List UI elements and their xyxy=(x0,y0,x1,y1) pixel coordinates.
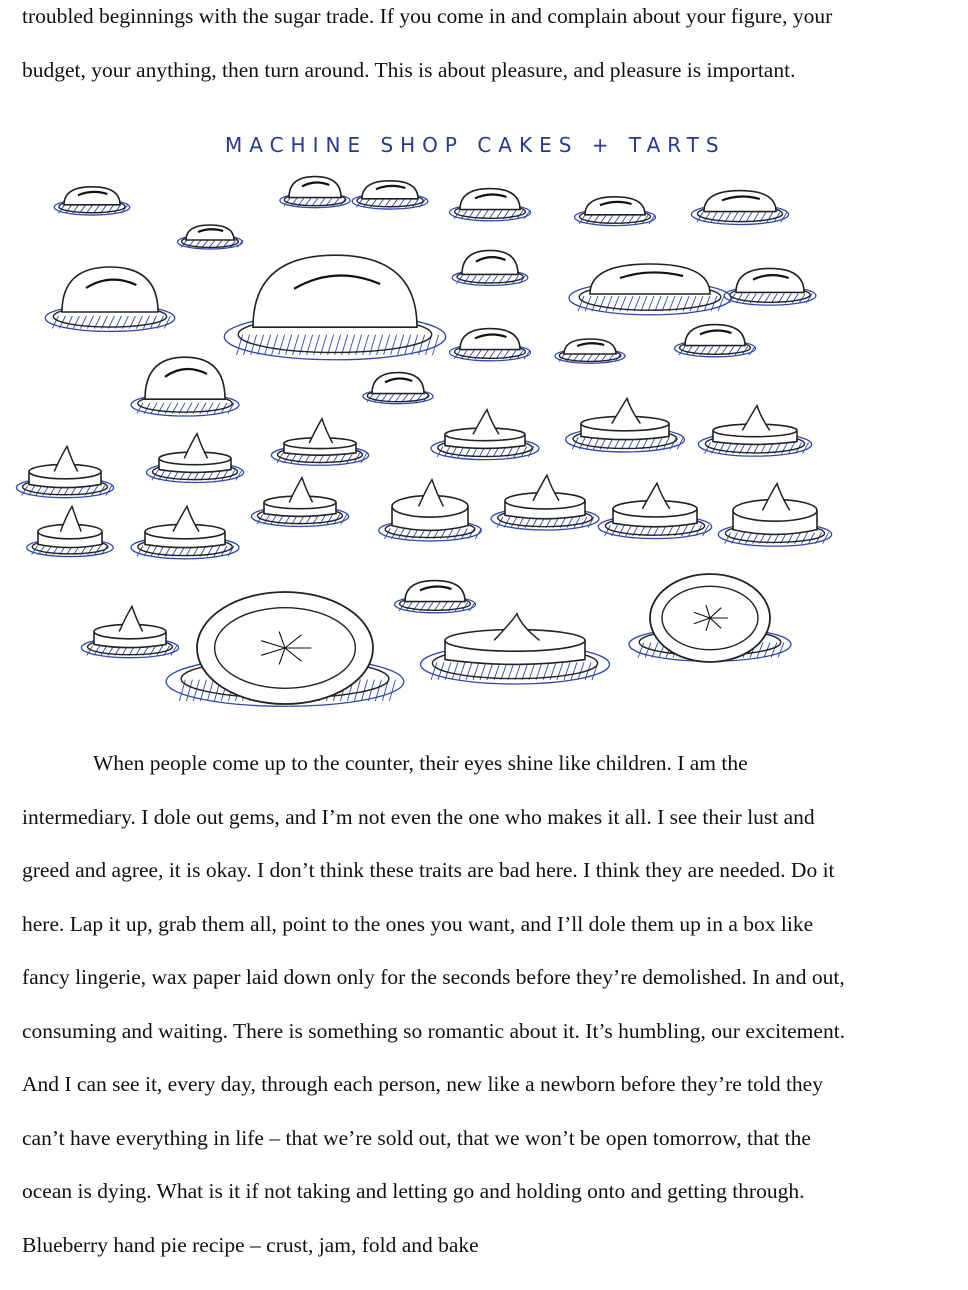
text-line: When people come up to the counter, their eyes shine like children. I am the xyxy=(93,751,748,775)
hatch-stroke xyxy=(451,446,457,457)
hatch-stroke xyxy=(264,514,270,524)
hatch-stroke xyxy=(529,662,535,679)
hatch-stroke xyxy=(419,335,425,355)
hatch-stroke xyxy=(606,296,612,311)
hatch-stroke xyxy=(466,662,472,679)
hatch-stroke xyxy=(347,453,353,463)
pastry-sketch xyxy=(45,267,175,331)
hatch-stroke xyxy=(65,205,71,213)
cake-dome xyxy=(62,267,158,312)
pastry-sketch xyxy=(675,325,756,357)
hatch-stroke xyxy=(704,212,710,222)
text-line: budget, your anything, then turn around. This is about pleasure, and pleasure is important. xyxy=(22,57,796,82)
hatch-stroke xyxy=(586,438,592,450)
hatch-stroke xyxy=(511,517,517,528)
pastry-sketch xyxy=(131,357,239,416)
hatch-stroke xyxy=(689,525,695,536)
pastry-sketch-illustration xyxy=(0,118,968,730)
hatch-stroke xyxy=(719,442,725,453)
hatch-stroke xyxy=(391,335,397,355)
pastry-sketch xyxy=(598,483,711,538)
hatch-stroke xyxy=(151,403,157,414)
pastry-sketch xyxy=(569,264,731,315)
hatch-stroke xyxy=(395,394,401,402)
hatch-stroke xyxy=(39,546,45,555)
hatch-stroke xyxy=(634,296,640,311)
hatch-stroke xyxy=(557,662,563,679)
cake-dome xyxy=(372,373,424,394)
hatch-stroke xyxy=(823,532,829,543)
cake-dome xyxy=(253,255,417,327)
meringue-peak xyxy=(173,506,199,531)
hatch-stroke xyxy=(655,296,661,311)
hatch-stroke xyxy=(405,335,411,355)
hatch-stroke xyxy=(207,680,213,701)
pastry-sketch xyxy=(450,189,531,221)
pastry-sketch xyxy=(352,181,428,209)
hatch-stroke xyxy=(406,602,412,611)
hatch-stroke xyxy=(265,335,271,355)
meringue-peak xyxy=(642,483,669,509)
hatch-stroke xyxy=(592,296,598,311)
pastry-sketch xyxy=(166,592,404,706)
hatch-stroke xyxy=(452,662,458,679)
pastry-sketch xyxy=(280,177,350,208)
hatch-stroke xyxy=(736,294,742,303)
hatch-stroke xyxy=(461,210,467,219)
hatch-stroke xyxy=(398,528,404,538)
pastry-sketch xyxy=(379,480,482,541)
pastry-sketch xyxy=(698,406,811,457)
hatch-stroke xyxy=(461,350,467,359)
pastry-sketch xyxy=(271,419,368,465)
hatch-stroke xyxy=(186,680,192,701)
cake-dome xyxy=(462,250,518,274)
text-line: here. Lap it up, grab them all, point to the ones you want, and I’ll dole them up in a box like xyxy=(22,911,814,936)
hatch-stroke xyxy=(286,335,292,355)
hatch-stroke xyxy=(686,346,692,355)
hatch-stroke xyxy=(384,335,390,355)
meringue-peak xyxy=(742,406,769,431)
hatch-stroke xyxy=(459,662,465,679)
hatch-stroke xyxy=(662,296,668,311)
hatch-stroke xyxy=(431,662,437,679)
text-line: can’t have everything in life – that we’re sold out, that we won’t be open tomorrow, that the xyxy=(22,1125,811,1150)
hatch-stroke xyxy=(272,335,278,355)
cake-dome xyxy=(704,191,776,212)
pastry-sketch xyxy=(146,434,243,483)
hatch-stroke xyxy=(690,296,696,311)
hatch-stroke xyxy=(514,446,520,457)
meringue-peak xyxy=(309,419,332,443)
meringue-peak xyxy=(54,446,77,471)
hatch-stroke xyxy=(571,662,577,679)
hatch-stroke xyxy=(228,546,234,557)
hatch-stroke xyxy=(377,335,383,355)
top-paragraph xyxy=(22,0,932,97)
cake-dome xyxy=(590,264,710,294)
pastry-sketch xyxy=(27,506,113,556)
meringue-peak xyxy=(762,484,789,511)
pastry-sketch xyxy=(431,410,539,460)
hatch-stroke xyxy=(619,525,625,536)
meringue-peak xyxy=(612,398,641,423)
text-line: troubled beginnings with the sugar trade. If you come in and complain about your figure, your xyxy=(22,4,833,28)
pastry-sketch xyxy=(491,475,599,530)
hatch-stroke xyxy=(157,646,163,656)
hatch-stroke xyxy=(228,403,234,414)
meringue-peak xyxy=(419,480,444,507)
meringue-peak xyxy=(473,410,499,435)
meringue-peak xyxy=(119,606,142,631)
hatch-stroke xyxy=(279,335,285,355)
pastry-sketches xyxy=(16,177,831,707)
hatch-stroke xyxy=(312,198,318,206)
hatch-stroke xyxy=(151,546,157,557)
hatch-stroke xyxy=(767,212,773,222)
pastry-sketch xyxy=(224,255,445,360)
hatch-stroke xyxy=(578,662,584,679)
pastry-sketch xyxy=(81,606,178,657)
hatch-stroke xyxy=(697,296,703,311)
meringue-peak xyxy=(289,478,312,503)
pastry-sketch xyxy=(421,614,610,684)
pastry-sketch xyxy=(566,398,685,452)
text-line: intermediary. I dole out gems, and I’m not even the one who makes it all. I see their lust and xyxy=(22,804,815,829)
hatch-stroke xyxy=(398,335,404,355)
hatch-stroke xyxy=(564,662,570,679)
pastry-drawing xyxy=(0,118,968,730)
hatch-stroke xyxy=(433,335,439,355)
meringue-peak xyxy=(60,506,81,531)
hatch-stroke xyxy=(363,199,369,207)
hatch-stroke xyxy=(703,525,709,536)
hatch-stroke xyxy=(222,470,228,480)
hatch-stroke xyxy=(202,240,208,247)
hatch-stroke xyxy=(494,662,500,679)
hatch-stroke xyxy=(454,528,460,538)
pastry-sketch xyxy=(251,478,348,527)
pastry-sketch xyxy=(452,250,528,285)
hatch-stroke xyxy=(599,296,605,311)
cake-dome xyxy=(685,325,745,346)
cake-dome xyxy=(460,329,520,350)
cake-dome xyxy=(145,357,225,399)
meringue-peak xyxy=(494,614,540,641)
hatch-stroke xyxy=(656,438,662,450)
pastry-sketch xyxy=(555,339,625,363)
pastry-sketch xyxy=(178,225,244,249)
cake-dome xyxy=(186,225,234,240)
pastry-sketch xyxy=(724,268,816,305)
hatch-stroke xyxy=(792,294,798,303)
text-line: fancy lingerie, wax paper laid down only for the seconds before they’re demolished. In and out, xyxy=(22,965,845,989)
cake-dome xyxy=(564,339,616,354)
hatch-stroke xyxy=(207,403,213,414)
hatch-stroke xyxy=(648,296,654,311)
pastry-sketch xyxy=(363,373,433,404)
hatch-stroke xyxy=(528,446,534,457)
hatch-stroke xyxy=(284,453,290,463)
cake-dome xyxy=(64,187,120,205)
pastry-sketch xyxy=(395,581,476,613)
hatch-stroke xyxy=(739,532,745,543)
hatch-stroke xyxy=(463,276,469,284)
text-line: greed and agree, it is okay. I don’t think these traits are bad here. I think they are needed. Do it xyxy=(22,858,835,882)
pastry-sketch xyxy=(450,329,531,361)
pastry-sketch xyxy=(54,187,130,215)
drawing-caption: MACHINE SHOP CAKES + TARTS xyxy=(225,133,726,157)
cake-dome xyxy=(289,177,341,198)
cake-dome xyxy=(405,581,465,602)
hatch-stroke xyxy=(574,517,580,528)
hatch-stroke xyxy=(682,525,688,536)
hatch-stroke xyxy=(158,403,164,414)
pastry-sketch xyxy=(575,197,656,226)
hatch-stroke xyxy=(164,316,170,329)
hatch-stroke xyxy=(214,546,220,557)
cake-dome xyxy=(585,197,645,215)
pastry-sketch xyxy=(691,191,788,225)
bottom-paragraph xyxy=(22,737,932,1272)
hatch-stroke xyxy=(216,240,222,247)
hatch-stroke xyxy=(802,532,808,543)
hatch-stroke xyxy=(803,442,809,453)
hatch-stroke xyxy=(136,316,142,329)
hatch-stroke xyxy=(588,517,594,528)
cake-dome xyxy=(362,181,418,199)
pastry-sketch xyxy=(16,446,113,497)
hatch-stroke xyxy=(641,296,647,311)
text-line: Blueberry hand pie recipe – crust, jam, fold and bake xyxy=(22,1232,479,1257)
hatch-stroke xyxy=(789,442,795,453)
pastry-sketch xyxy=(718,484,831,547)
pastry-sketch xyxy=(131,506,239,558)
hatch-stroke xyxy=(586,215,592,224)
text-line: consuming and waiting. There is something so romantic about it. It’s humbling, our excitement. xyxy=(22,1018,846,1043)
hatch-stroke xyxy=(209,240,215,247)
hatch-stroke xyxy=(587,354,593,362)
hatch-stroke xyxy=(95,546,101,555)
cake-dome xyxy=(460,189,520,210)
hatch-stroke xyxy=(159,470,165,480)
text-line: ocean is dying. What is it if not taking and letting go and holding onto and getting through. xyxy=(22,1179,805,1203)
cake-dome xyxy=(736,268,804,292)
hatch-stroke xyxy=(739,212,745,222)
hatch-stroke xyxy=(475,528,481,538)
text-line: And I can see it, every day, through each person, new like a newborn before they’re told they xyxy=(22,1072,823,1096)
hatch-stroke xyxy=(214,403,220,414)
hatch-stroke xyxy=(143,316,149,329)
hatch-stroke xyxy=(389,680,395,701)
meringue-peak xyxy=(184,434,207,459)
hatch-stroke xyxy=(73,316,79,329)
hatch-stroke xyxy=(92,486,98,496)
hatch-stroke xyxy=(327,514,333,524)
hatch-stroke xyxy=(375,680,381,701)
hatch-stroke xyxy=(66,316,72,329)
hatch-stroke xyxy=(293,335,299,355)
pastry-sketch xyxy=(629,574,791,662)
hatch-stroke xyxy=(809,532,815,543)
meringue-peak xyxy=(533,475,559,501)
